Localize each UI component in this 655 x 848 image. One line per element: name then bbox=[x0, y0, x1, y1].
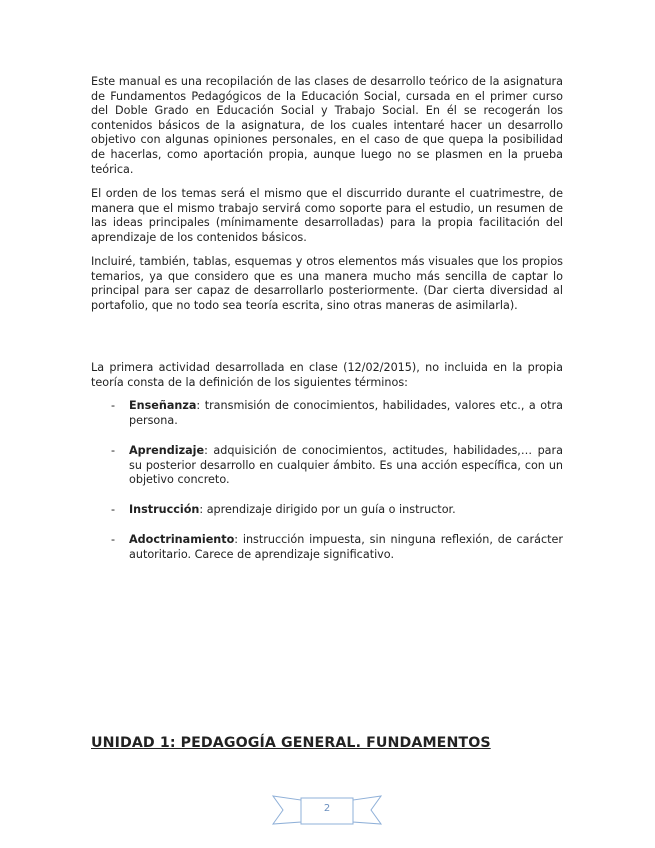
intro-paragraph-2: El orden de los temas será el mismo que el discurrido durante el cuatrimestre, de manera que el mismo trabajo servirá como soporte para el estudio, un resumen de las ideas principales (mínimamente desarrolladas) para la propia facilitación del aprendizaje de los contenidos básicos. bbox=[91, 187, 563, 244]
page-number: 2 bbox=[323, 803, 331, 814]
list-bullet: - bbox=[111, 533, 116, 546]
definition-adoctrinamiento: : instrucción impuesta, sin ninguna reflexión, de carácter autoritario. Carece de aprendizaje significativo. bbox=[129, 533, 563, 561]
page-number-ribbon bbox=[271, 792, 383, 828]
term-adoctrinamiento: Adoctrinamiento bbox=[129, 533, 235, 546]
unit-heading: UNIDAD 1: PEDAGOGÍA GENERAL. FUNDAMENTOS bbox=[91, 735, 491, 751]
term-aprendizaje: Aprendizaje bbox=[129, 444, 205, 457]
intro-paragraph-1: Este manual es una recopilación de las clases de desarrollo teórico de la asignatura de Fundamentos Pedagógicos de la Educación Social, cursada en el primer curso del Doble Grado en Educación Social y Trabajo Social. En él se recogerán los contenidos básicos de la asignatura, de los cuales intentaré hacer un desarrollo objetivo con algunas opiniones personales, en el caso de que quepa la posibilidad de hacerlas, como aportación propia, aunque luego no se plasmen en la prueba teórica. bbox=[91, 75, 563, 176]
activity-paragraph: La primera actividad desarrollada en clase (12/02/2015), no incluida en la propia teoría consta de la definición de los siguientes términos: bbox=[91, 361, 563, 389]
list-item bbox=[129, 503, 563, 518]
term-ensenanza: Enseñanza bbox=[129, 399, 197, 412]
list-item bbox=[129, 444, 563, 488]
definition-ensenanza: : transmisión de conocimientos, habilidades, valores etc., a otra persona. bbox=[129, 399, 563, 427]
term-instruccion: Instrucción bbox=[129, 503, 200, 516]
definition-instruccion: : aprendizaje dirigido por un guía o instructor. bbox=[199, 503, 456, 516]
list-bullet: - bbox=[111, 444, 116, 457]
list-item bbox=[129, 399, 563, 428]
intro-paragraph-3: Incluiré, también, tablas, esquemas y otros elementos más visuales que los propios temarios, ya que considero que es una manera mucho más sencilla de captar lo principal para ser capaz de desarrollarlo posteriormente. (Dar cierta diversidad al portafolio, que no todo sea teoría escrita, sino otras maneras de asimilarla). bbox=[91, 255, 563, 312]
list-bullet: - bbox=[111, 503, 116, 516]
list-item bbox=[129, 533, 563, 562]
definition-aprendizaje: : adquisición de conocimientos, actitudes, habilidades,… para su posterior desarrollo en cualquier ámbito. Es una acción específica, con un objetivo concreto. bbox=[129, 444, 563, 487]
list-bullet: - bbox=[111, 399, 116, 412]
